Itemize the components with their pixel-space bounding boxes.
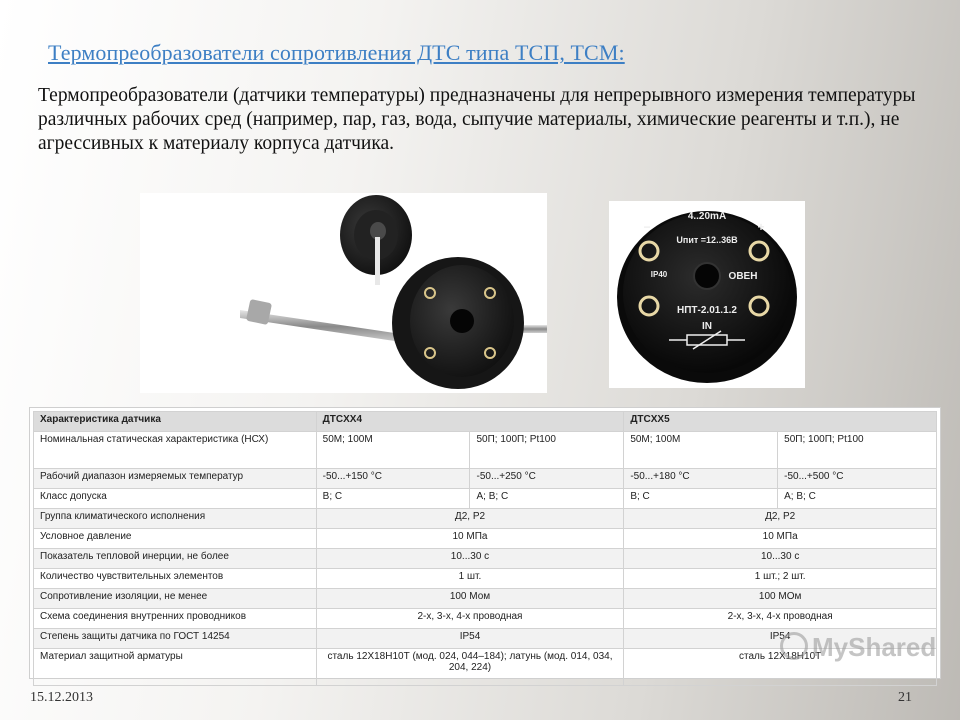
table-row	[34, 529, 937, 549]
row-label: Сопротивление изоляции, не менее	[34, 589, 317, 609]
row-label: Класс допуска	[34, 489, 317, 509]
table-cell: -50...+150 °С	[316, 469, 470, 489]
row-label: Степень защиты датчика по ГОСТ 14254	[34, 629, 317, 649]
table-cell: 50П; 100П; Pt100	[778, 432, 937, 469]
table-cell: -50...+180 °С	[624, 469, 778, 489]
table-cell: 100 МОм	[624, 589, 937, 609]
table-cell: сталь 12Х18Н10Т (мод. 024, 044–184); латунь (мод. 014, 034, 204, 224)	[316, 649, 624, 686]
page-number: 21	[898, 690, 912, 705]
row-label: Рабочий диапазон измеряемых температур	[34, 469, 317, 489]
table-row	[34, 589, 937, 609]
table-row	[34, 609, 937, 629]
watermark-icon	[780, 632, 808, 660]
supply-label: Uпит =12..36В	[676, 235, 738, 245]
table-cell: 50М; 100М	[316, 432, 470, 469]
table-cell: Д2, Р2	[316, 509, 624, 529]
table-row	[34, 489, 937, 509]
table-header-row	[34, 412, 937, 432]
current-label: 4..20mA	[687, 211, 727, 222]
ip-label: IP40	[650, 270, 668, 279]
table-cell: 50П; 100П; Pt100	[470, 432, 624, 469]
minus-label: −	[643, 220, 651, 234]
table-cell: IP54	[624, 629, 937, 649]
table-cell: 1 шт.	[316, 569, 624, 589]
table-cell: 2-х, 3-х, 4-х проводная	[624, 609, 937, 629]
table-cell: 1 шт.; 2 шт.	[624, 569, 937, 589]
model-label: НПТ-2.01.1.2	[677, 305, 737, 316]
brand-logo: ОВЕН	[728, 271, 758, 282]
table-row	[34, 569, 937, 589]
table-cell: 2-х, 3-х, 4-х проводная	[316, 609, 624, 629]
watermark-text: MyShared	[812, 632, 937, 662]
table-cell: 10 МПа	[624, 529, 937, 549]
table-cell: Д2, Р2	[624, 509, 937, 529]
header-characteristic: Характеристика датчика	[34, 412, 317, 432]
table-cell: 10 МПа	[316, 529, 624, 549]
row-label: Номинальная статическая характеристика (НСХ)	[34, 432, 317, 469]
table-cell: В; С	[624, 489, 778, 509]
table-row	[34, 509, 937, 529]
header-dts4: ДТСXX4	[316, 412, 624, 432]
table-cell: В; С	[316, 489, 470, 509]
sensor-photo-assembled	[140, 193, 547, 393]
row-label: Условное давление	[34, 529, 317, 549]
watermark-logo	[780, 632, 936, 663]
plus-label: +	[757, 220, 765, 234]
row-label: Количество чувствительных элементов	[34, 569, 317, 589]
in-label: IN	[702, 321, 712, 332]
row-label: Группа климатического исполнения	[34, 509, 317, 529]
header-dts5: ДТСXX5	[624, 412, 937, 432]
table-cell: -50...+250 °С	[470, 469, 624, 489]
table-row	[34, 549, 937, 569]
table-cell: IP54	[316, 629, 624, 649]
row-label: Схема соединения внутренних проводников	[34, 609, 317, 629]
table-cell: 10...30 с	[316, 549, 624, 569]
table-row	[34, 432, 937, 469]
table-cell: А; В; С	[778, 489, 937, 509]
table-cell: 50М; 100М	[624, 432, 778, 469]
transducer-illustration	[609, 201, 805, 388]
row-label: Материал защитной арматуры	[34, 649, 317, 686]
transducer-photo-top	[609, 201, 805, 388]
table-cell: -50...+500 °С	[778, 469, 937, 489]
table-cell: сталь 12Х18Н10Т	[624, 649, 937, 686]
table-cell: А; В; С	[470, 489, 624, 509]
sensor-assembly-illustration	[140, 193, 547, 393]
footer-date: 15.12.2013	[30, 690, 93, 705]
table-cell: 10...30 с	[624, 549, 937, 569]
row-label: Показатель тепловой инерции, не более	[34, 549, 317, 569]
slide-title: Термопреобразователи сопротивления ДТС типа ТСП, ТСМ:	[48, 40, 625, 65]
table-row	[34, 469, 937, 489]
intro-paragraph: Термопреобразователи (датчики температуры) предназначены для непрерывного измерения температуры различных рабочих сред (например, пар, газ, вода, сыпучие материалы, химические реагенты и т.п.), не агрессивных к материалу корпуса датчика.	[38, 85, 916, 154]
table-cell: 100 Мом	[316, 589, 624, 609]
